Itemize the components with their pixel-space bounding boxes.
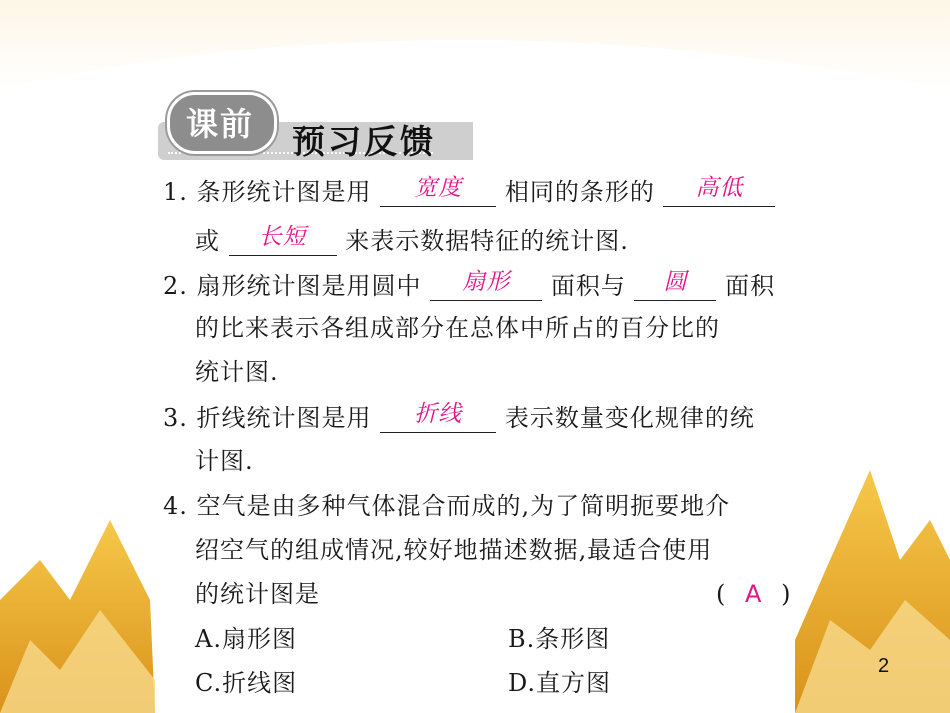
option-c[interactable]: C.折线图	[195, 669, 298, 697]
paren-close: )	[781, 580, 792, 608]
question-2-line-1	[163, 270, 775, 301]
question-1-text-a: 条形统计图是用	[196, 178, 372, 206]
question-2-blank-2[interactable]	[634, 270, 716, 301]
question-1-line-1	[163, 176, 775, 207]
page-number: 2	[878, 655, 890, 677]
question-4-line-3: 的统计图是	[195, 580, 320, 608]
question-1-blank-1[interactable]	[380, 176, 496, 207]
answer-zhexian: 折线	[414, 401, 463, 427]
option-a[interactable]: A.扇形图	[195, 625, 297, 653]
question-4-answer-box[interactable]	[716, 579, 791, 609]
question-2-blank-1[interactable]	[430, 270, 542, 301]
answer-kuandu: 宽度	[414, 175, 463, 201]
answer-yuan: 圆	[663, 269, 688, 295]
option-b[interactable]: B.条形图	[508, 625, 611, 653]
option-d[interactable]: D.直方图	[508, 669, 612, 697]
question-4-line-2: 绍空气的组成情况,较好地描述数据,最适合使用	[195, 536, 713, 564]
question-2-line-3: 统计图.	[195, 358, 279, 386]
question-1-number: 1.	[163, 178, 188, 206]
question-3-number: 3.	[163, 404, 188, 432]
question-4-number: 4.	[163, 492, 188, 520]
question-1-line-2	[195, 225, 629, 256]
question-4-line-1	[163, 491, 730, 521]
question-3-line-1	[163, 402, 755, 433]
question-1-text-c: 或	[195, 227, 220, 255]
question-1-text-b: 相同的条形的	[504, 178, 655, 206]
question-2-text-b: 面积与	[550, 272, 626, 300]
question-2-text-a: 扇形统计图是用圆中	[196, 272, 422, 300]
question-4-answer: A	[745, 580, 763, 608]
question-2-text-c: 面积	[725, 272, 776, 300]
paren-open: (	[716, 580, 727, 608]
answer-gaodi: 高低	[695, 175, 744, 201]
question-3-text-a: 折线统计图是用	[196, 404, 372, 432]
question-3-line-2: 计图.	[195, 447, 254, 475]
question-2-number: 2.	[163, 272, 188, 300]
question-1-text-d: 来表示数据特征的统计图.	[345, 227, 629, 255]
answer-shanxing: 扇形	[462, 269, 511, 295]
question-1-blank-2[interactable]	[663, 176, 775, 207]
question-3-text-b: 表示数量变化规律的统	[504, 404, 755, 432]
question-4-text-a: 空气是由多种气体混合而成的,为了简明扼要地介	[196, 492, 731, 520]
section-title: 预习反馈	[292, 122, 436, 161]
question-1-blank-3[interactable]	[229, 225, 337, 256]
question-3-blank-1[interactable]	[380, 402, 496, 433]
section-badge-label: 课前	[185, 105, 254, 143]
answer-changduan: 长短	[258, 224, 307, 250]
question-2-line-2: 的比来表示各组成部分在总体中所占的百分比的	[195, 314, 720, 342]
